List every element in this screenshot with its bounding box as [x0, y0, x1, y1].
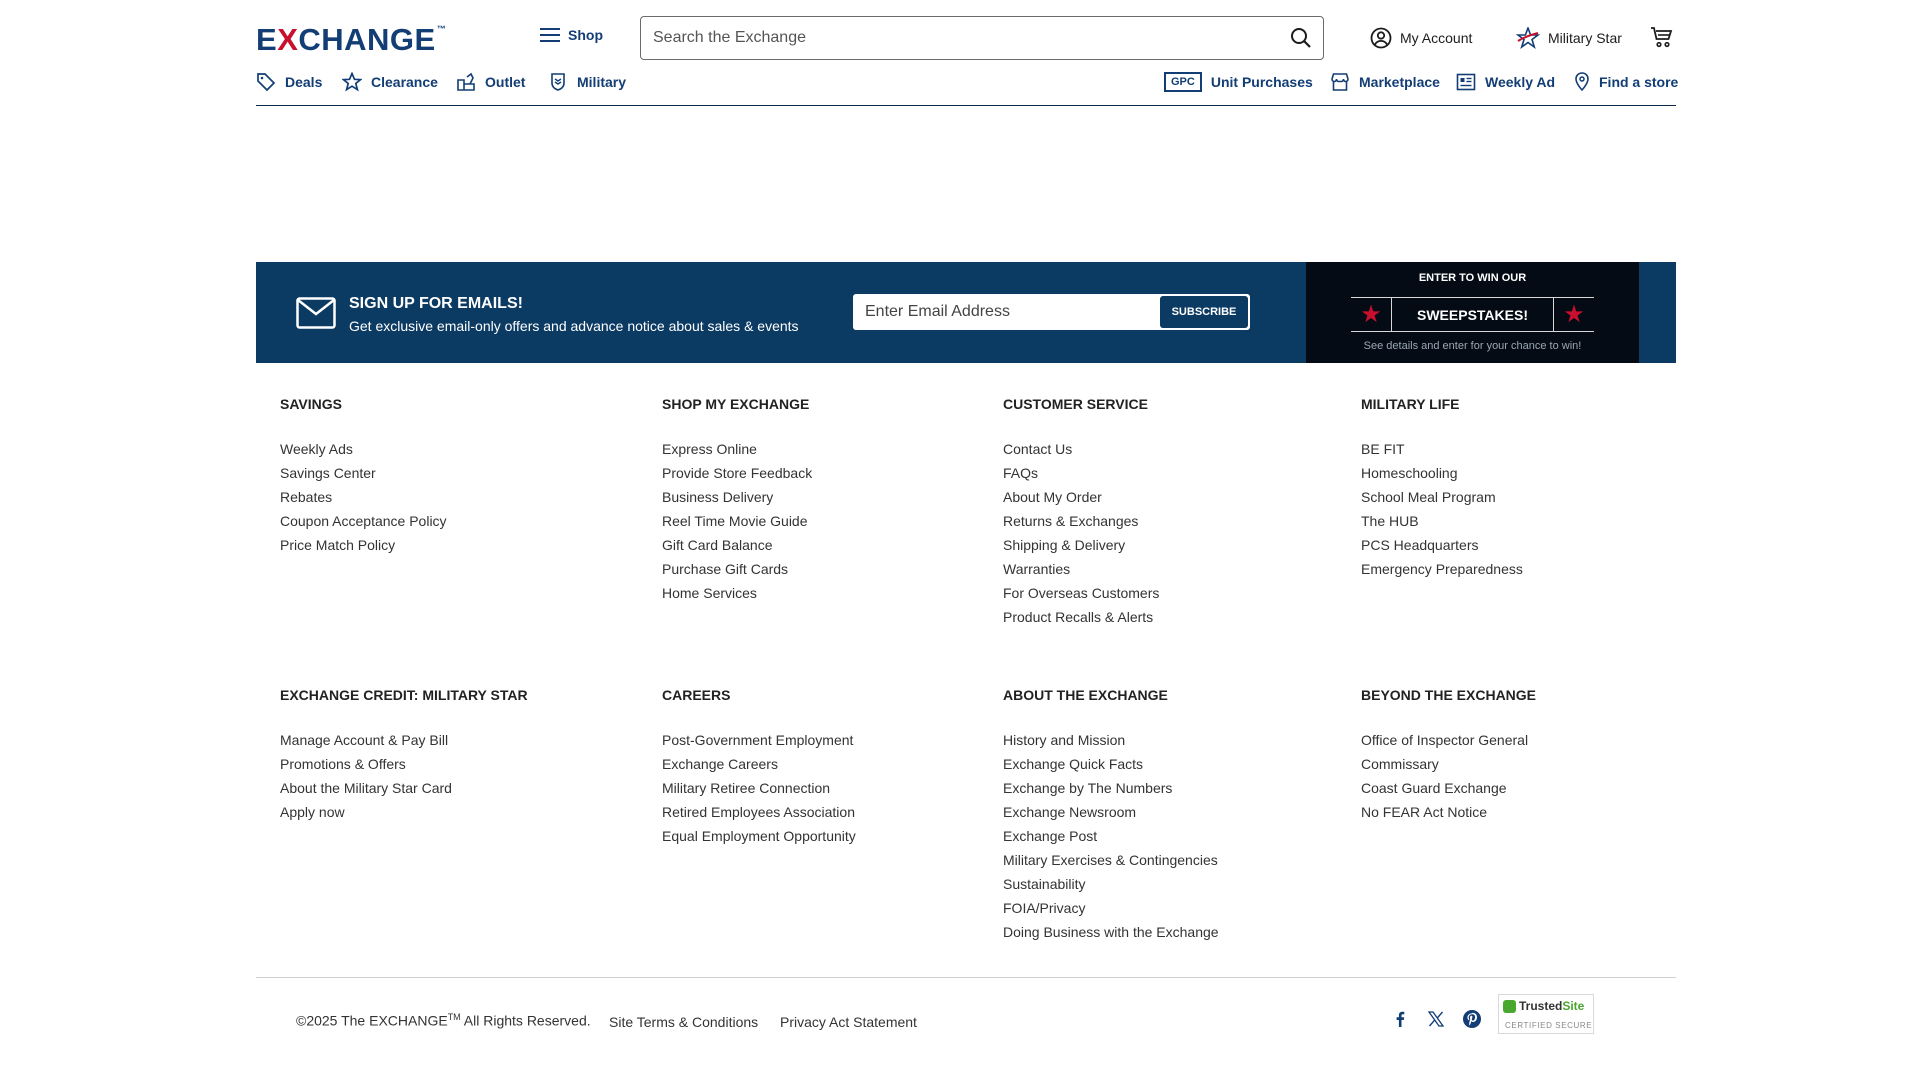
account-icon	[1370, 27, 1392, 49]
nav-military-label: Military	[577, 74, 627, 90]
footer-link[interactable]: Retired Employees Association	[662, 804, 855, 820]
sweepstakes-band	[1351, 297, 1594, 332]
pinterest-icon[interactable]	[1461, 1008, 1483, 1030]
footer-link[interactable]: Post-Government Employment	[662, 732, 854, 748]
star-icon: ★	[1351, 298, 1392, 331]
military-badge-icon	[548, 72, 568, 92]
footer-link[interactable]: Exchange Quick Facts	[1003, 756, 1144, 772]
nav-deals-label: Deals	[285, 74, 323, 90]
footer-link[interactable]: Exchange Post	[1003, 828, 1098, 844]
footer-link[interactable]: Commissary	[1361, 756, 1439, 772]
footer-link[interactable]: Savings Center	[280, 465, 376, 481]
footer-link[interactable]: About the Military Star Card	[280, 780, 452, 796]
my-account-link[interactable]	[1370, 27, 1472, 49]
email-form	[853, 294, 1250, 330]
footer-col-title: SAVINGS	[280, 396, 342, 412]
nav-outlet-label: Outlet	[485, 74, 526, 90]
cart-button[interactable]	[1650, 25, 1674, 54]
nav-unit-purchases-label: Unit Purchases	[1210, 74, 1313, 90]
footer-link[interactable]: BE FIT	[1361, 441, 1405, 457]
shop-label: Shop	[568, 27, 603, 43]
email-signup-banner	[256, 262, 1676, 363]
copyright: ©2025 The EXCHANGE™ All Rights Reserved.	[296, 1012, 591, 1029]
footer-link[interactable]: Office of Inspector General	[1361, 732, 1529, 748]
footer-link[interactable]: Purchase Gift Cards	[662, 561, 789, 577]
footer-link[interactable]: Returns & Exchanges	[1003, 513, 1139, 529]
subscribe-button[interactable]: SUBSCRIBE	[1160, 296, 1248, 328]
cart-icon	[1650, 25, 1674, 49]
my-account-label: My Account	[1400, 30, 1473, 46]
footer-link[interactable]: The HUB	[1361, 513, 1419, 529]
footer-link[interactable]: Warranties	[1003, 561, 1071, 577]
footer-link[interactable]: Exchange Newsroom	[1003, 804, 1137, 820]
footer-col-title: ABOUT THE EXCHANGE	[1003, 687, 1168, 703]
privacy-act-link[interactable]: Privacy Act Statement	[780, 1014, 917, 1030]
footer-link[interactable]: About My Order	[1003, 489, 1102, 505]
footer-link[interactable]: Provide Store Feedback	[662, 465, 813, 481]
footer-link[interactable]: Military Retiree Connection	[662, 780, 831, 796]
nav-clearance-label: Clearance	[371, 74, 438, 90]
footer-link[interactable]: Sustainability	[1003, 876, 1086, 892]
footer-link[interactable]: Price Match Policy	[280, 537, 396, 553]
footer-link[interactable]: History and Mission	[1003, 732, 1126, 748]
footer-link[interactable]: Coast Guard Exchange	[1361, 780, 1507, 796]
footer-col-savings	[280, 396, 447, 557]
footer-link[interactable]: Product Recalls & Alerts	[1003, 609, 1154, 625]
footer-link[interactable]: Express Online	[662, 441, 757, 457]
footer-link[interactable]: Exchange Careers	[662, 756, 778, 772]
military-star-label: Military Star	[1548, 30, 1622, 46]
email-signup-title: SIGN UP FOR EMAILS!	[349, 295, 523, 312]
site-header	[256, 0, 1679, 106]
gpc-badge: GPC	[1164, 72, 1202, 92]
location-pin-icon	[1574, 72, 1590, 92]
footer-link[interactable]: Business Delivery	[662, 489, 774, 505]
footer-link[interactable]: Home Services	[662, 585, 757, 601]
newspaper-icon	[1456, 72, 1476, 92]
footer-col-exchange-credit	[280, 687, 528, 824]
footer-link[interactable]: Contact Us	[1003, 441, 1073, 457]
footer-link[interactable]: Rebates	[280, 489, 333, 505]
footer-link[interactable]: Shipping & Delivery	[1003, 537, 1126, 553]
footer-link[interactable]: Apply now	[280, 804, 345, 820]
trustedsite-badge[interactable]	[1498, 994, 1594, 1034]
nav-weekly-ad[interactable]	[1456, 72, 1555, 92]
footer-link[interactable]: Military Exercises & Contingencies	[1003, 852, 1218, 868]
nav-find-a-store-label: Find a store	[1599, 74, 1679, 90]
footer-link[interactable]: PCS Headquarters	[1361, 537, 1479, 553]
footer-col-title: BEYOND THE EXCHANGE	[1361, 687, 1537, 703]
search-bar	[640, 16, 1324, 60]
search-icon	[1290, 27, 1312, 49]
footer-link[interactable]: Doing Business with the Exchange	[1003, 924, 1219, 940]
footer-link[interactable]: Weekly Ads	[280, 441, 353, 457]
envelope-icon	[296, 297, 336, 329]
footer-link[interactable]: Reel Time Movie Guide	[662, 513, 808, 529]
footer-divider	[256, 977, 1676, 978]
search-button[interactable]	[1279, 16, 1323, 60]
nav-unit-purchases[interactable]	[1164, 72, 1313, 92]
footer-col-about-the-exchange	[1003, 687, 1219, 944]
footer-col-title: CUSTOMER SERVICE	[1003, 396, 1148, 412]
footer-link[interactable]: Equal Employment Opportunity	[662, 828, 856, 844]
footer-link[interactable]: Coupon Acceptance Policy	[280, 513, 447, 529]
nav-outlet[interactable]	[456, 72, 525, 92]
storefront-icon	[1330, 72, 1350, 92]
military-star-link[interactable]	[1516, 27, 1622, 49]
sweepstakes-label: SWEEPSTAKES!	[1417, 306, 1528, 323]
footer-link[interactable]: Emergency Preparedness	[1361, 561, 1523, 577]
footer-link[interactable]: No FEAR Act Notice	[1361, 804, 1488, 820]
footer-link[interactable]: For Overseas Customers	[1003, 585, 1160, 601]
nav-military[interactable]	[548, 72, 626, 92]
site-terms-link[interactable]: Site Terms & Conditions	[609, 1014, 759, 1030]
footer-col-beyond-the-exchange	[1361, 687, 1536, 824]
footer-col-title: SHOP MY EXCHANGE	[662, 396, 810, 412]
nav-weekly-ad-label: Weekly Ad	[1485, 74, 1556, 90]
footer-col-title: CAREERS	[662, 687, 731, 703]
nav-clearance[interactable]	[342, 72, 438, 92]
shopping-bag-icon	[456, 72, 476, 92]
sweepstakes-heading: ENTER TO WIN OUR	[1418, 272, 1527, 284]
email-signup-subtitle: Get exclusive email-only offers and advance notice about sales & events	[349, 318, 799, 334]
star-icon	[342, 72, 362, 92]
nav-marketplace-label: Marketplace	[1359, 74, 1440, 90]
nav-deals[interactable]	[256, 72, 322, 92]
footer-link[interactable]: Gift Card Balance	[662, 537, 773, 553]
x-icon[interactable]	[1425, 1008, 1447, 1030]
trustedsite-title: TrustedSite	[1519, 999, 1585, 1013]
nav-marketplace[interactable]	[1330, 72, 1440, 92]
facebook-icon[interactable]	[1389, 1008, 1411, 1030]
footer-link[interactable]: Exchange by The Numbers	[1003, 780, 1173, 796]
military-star-icon	[1516, 27, 1540, 49]
footer-link[interactable]: Manage Account & Pay Bill	[280, 732, 449, 748]
footer-link[interactable]: School Meal Program	[1361, 489, 1496, 505]
shop-menu-button[interactable]	[540, 27, 603, 43]
nav-find-a-store[interactable]	[1574, 72, 1678, 92]
footer-link[interactable]: FAQs	[1003, 465, 1039, 481]
star-icon: ★	[1553, 298, 1594, 331]
trustedsite-subtitle: CERTIFIED SECURE	[1505, 1021, 1593, 1030]
sweepstakes-promo[interactable]	[1306, 262, 1639, 363]
hamburger-icon	[540, 28, 560, 42]
primary-nav	[256, 72, 1679, 94]
footer-link[interactable]: Promotions & Offers	[280, 756, 406, 772]
tag-icon	[256, 72, 276, 92]
sweepstakes-details: See details and enter for your chance to win!	[1363, 340, 1582, 352]
footer-link[interactable]: Homeschooling	[1361, 465, 1458, 481]
footer-col-shop-my-exchange	[662, 396, 812, 605]
exchange-logo[interactable]: EXCHANGE™	[256, 22, 447, 57]
footer-col-title: MILITARY LIFE	[1361, 396, 1460, 412]
footer-col-careers	[662, 687, 856, 848]
footer-col-military-life	[1361, 396, 1523, 581]
footer-link[interactable]: FOIA/Privacy	[1003, 900, 1086, 916]
search-input[interactable]	[641, 17, 1279, 59]
footer-col-customer-service	[1003, 396, 1159, 629]
checkmark-icon	[1503, 1000, 1516, 1013]
footer-col-title: EXCHANGE CREDIT: MILITARY STAR	[280, 687, 528, 703]
